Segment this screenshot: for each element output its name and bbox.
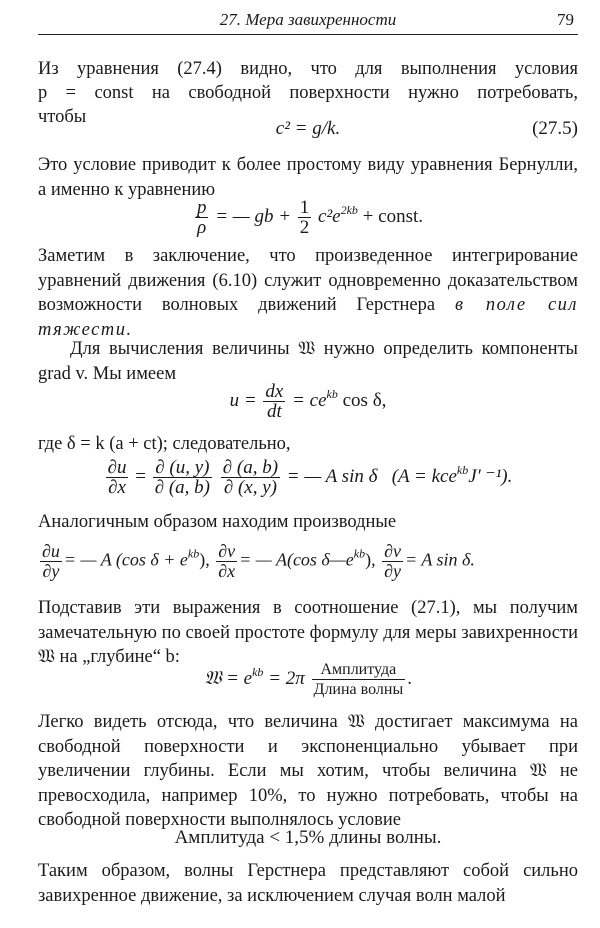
fraction-du-dy: [40, 542, 62, 581]
paragraph-2: Это условие приводит к более простому виду уравнения Бернулли, а именно к уравнению: [38, 155, 578, 200]
exponent: kb: [456, 462, 469, 477]
fraction-numerator: ∂ (u, y): [153, 458, 212, 478]
exponent: 2kb: [340, 202, 358, 217]
equation-27-5: [38, 118, 578, 144]
fraction-denominator: ∂y: [384, 561, 402, 581]
equation-term: = — A sin δ: [286, 465, 378, 487]
jacobian-fraction-1: [153, 458, 212, 497]
jacobian-fraction-2: [221, 458, 280, 497]
fraction-dx-dt: [263, 382, 285, 421]
fraction-numerator: ∂u: [42, 541, 60, 561]
paragraph-6: Аналогичным образом находим производные: [38, 512, 397, 532]
fraction-numerator: dx: [265, 381, 284, 402]
bernoulli-equation: [38, 198, 578, 237]
fraction-denominator: ∂x: [218, 561, 236, 581]
fraction-dv-dy: [382, 542, 403, 581]
equation-term: = ce: [292, 389, 327, 411]
equation-term: 𝔚 = e: [204, 667, 253, 689]
paragraph-7: Подставив эти выражения в соотношение (27.1), мы получим замечательную по своей простоте формулу для меры завихренности 𝔚 на „глубине“ b:: [38, 598, 578, 667]
running-title: 27. Мера завихренности: [219, 10, 397, 29]
equation-term: = 2π: [268, 667, 305, 689]
paragraph-9: Таким образом, волны Герстнера представляют собой сильно завихренное движение, за исключением случая волн малой: [38, 861, 578, 906]
paragraph-1-line-3: чтобы: [38, 107, 87, 127]
equation-term: c²e: [318, 205, 341, 227]
exponent: kb: [252, 664, 264, 679]
fraction-denominator: Длина волны: [313, 681, 404, 698]
equation-term: = — A(cos δ—e: [239, 549, 354, 570]
fraction-denominator: dt: [267, 401, 282, 422]
fraction-numerator: ∂ (a, b): [222, 457, 279, 478]
fraction-numerator: ∂v: [218, 541, 236, 561]
fraction-du-dx: [106, 458, 129, 497]
fraction-numerator: 1: [299, 197, 310, 218]
fraction-numerator: Амплитуда: [312, 660, 406, 680]
exponent: kb: [326, 386, 338, 401]
equation-term: .: [407, 667, 412, 689]
equation-term: = — gb +: [215, 205, 292, 227]
fraction-half: [298, 198, 312, 237]
fraction-denominator: ∂x: [108, 477, 126, 498]
paragraph-1-line-2: p = const на свободной поверхности нужно потребовать,: [38, 83, 578, 103]
page-header: [38, 8, 578, 35]
fraction-denominator: 2: [299, 217, 310, 238]
partial-derivatives: [38, 542, 578, 581]
equation-term: = A sin δ.: [405, 549, 475, 570]
fraction-numerator: ∂u: [107, 457, 127, 478]
velocity-equation: [38, 382, 578, 421]
fraction-denominator: ρ: [197, 217, 207, 238]
fraction-denominator: ∂ (a, b): [154, 477, 210, 498]
vorticity-formula: [38, 660, 578, 699]
equation-term: + const.: [362, 205, 423, 227]
equation-term: cos δ,: [342, 389, 387, 411]
equation-term: = — A (cos δ + e: [63, 549, 188, 570]
amplitude-condition: Амплитуда < 1,5% длины волны.: [174, 827, 442, 848]
fraction-p-rho: [195, 198, 209, 237]
fraction-numerator: p: [196, 197, 207, 218]
equation-term: (A = kce: [391, 465, 457, 487]
fraction-numerator: ∂v: [384, 541, 402, 561]
emphasized-phrase: в поле сил тяжести.: [38, 295, 578, 340]
equation-term: u =: [229, 389, 257, 411]
fraction-dv-dx: [216, 542, 237, 581]
equation-term: ),: [199, 549, 210, 570]
page-number: 79: [557, 10, 574, 29]
equation-term: ),: [365, 549, 376, 570]
paragraph-3: [38, 244, 578, 342]
exponent: kb: [187, 546, 200, 561]
fraction-amplitude-wavelength: [312, 660, 406, 699]
paragraph-8: Легко видеть отсюда, что величина 𝔚 достигает максимума на свободной поверхности и экспоненциально убывает при увеличении глубины. Если мы хотим, чтобы величина 𝔚 не превосходила, например 10%, то нужно потребовать, чтобы на свободной поверхности выполнялось условие: [38, 712, 578, 830]
equals-sign: =: [135, 465, 146, 487]
equation-term: J′ ⁻¹).: [468, 465, 513, 487]
equation-number: (27.5): [532, 118, 578, 139]
fraction-denominator: ∂ (x, y): [223, 477, 277, 498]
derivative-equation: [38, 458, 578, 497]
exponent: kb: [353, 546, 366, 561]
paragraph-3-text: Заметим в заключение, что произведенное интегрирование уравнений движения (6.10) служит одновременно доказательством возможности волновых движений Герстнера: [38, 246, 578, 315]
paragraph-4: Для вычисления величины 𝔚 нужно определить компоненты grad v. Мы имеем: [38, 339, 578, 384]
equation-27-5-body: c² = g/k.: [275, 118, 341, 139]
paragraph-1-line-1: Из уравнения (27.4) видно, что для выполнения условия: [38, 59, 578, 79]
fraction-denominator: ∂y: [42, 561, 60, 581]
paragraph-5: где δ = k (a + ct); следовательно,: [38, 434, 291, 454]
